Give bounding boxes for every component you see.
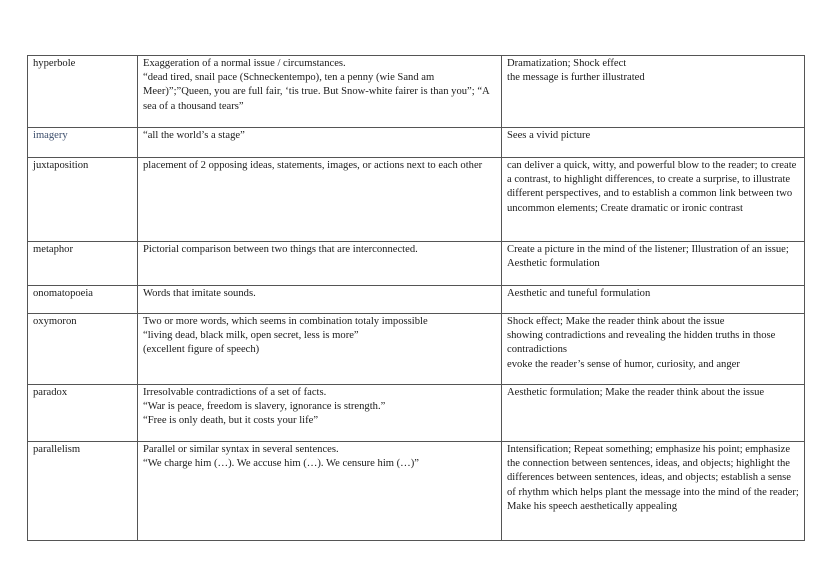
term-cell (28, 128, 138, 158)
effect-cell (502, 286, 805, 314)
description-line: Pictorial comparison between two things that are interconnected. (143, 244, 418, 255)
term-cell (28, 56, 138, 128)
description-cell (138, 128, 502, 158)
description-line: Words that imitate sounds. (143, 288, 256, 299)
description-line: placement of 2 opposing ideas, statements, images, or actions next to each other (143, 160, 483, 171)
effect-cell (502, 314, 805, 385)
effect-line: Create a picture in the mind of the listener; Illustration of an issue; Aesthetic formulation (507, 244, 789, 270)
effect-cell (502, 128, 805, 158)
term-label: paradox (33, 387, 68, 398)
term-cell (28, 242, 138, 286)
term-cell (28, 314, 138, 385)
term-cell (28, 286, 138, 314)
table-row (28, 314, 805, 385)
description-line: Two or more words, which seems in combination totaly impossible (143, 316, 428, 327)
term-label: imagery (33, 130, 68, 141)
description-cell (138, 56, 502, 128)
description-cell (138, 442, 502, 541)
description-line: Exaggeration of a normal issue / circumstances. (143, 58, 346, 69)
description-line: “living dead, black milk, open secret, less is more” (143, 330, 359, 342)
effect-cell (502, 442, 805, 541)
table-row (28, 56, 805, 128)
effect-line: evoke the reader’s sense of humor, curiosity, and anger (507, 358, 740, 370)
effect-line: Aesthetic and tuneful formulation (507, 288, 651, 299)
description-line: “dead tired, snail pace (Schneckentempo), ten a penny (wie Sand am Meer)”;”Queen, you are full fair, ‘tis true. But Snow-white fairer is than you”; “A sea of a thousand tears” (143, 72, 490, 112)
effect-line: showing contradictions and revealing the hidden truths in those contradictions (507, 330, 776, 356)
term-cell (28, 158, 138, 242)
term-label: parallelism (33, 444, 81, 455)
effect-line: Dramatization; Shock effect (507, 58, 627, 69)
effect-line: Shock effect; Make the reader think about the issue (507, 316, 725, 327)
effect-line: Sees a vivid picture (507, 130, 591, 141)
description-line: Parallel or similar syntax in several sentences. (143, 444, 339, 455)
table-row (28, 442, 805, 541)
term-cell (28, 385, 138, 442)
description-line: Irresolvable contradictions of a set of facts. (143, 387, 327, 398)
effect-line: can deliver a quick, witty, and powerful blow to the reader; to create a contrast, to highlight differences, to create a surprise, to illustrate different perspectives, and to establish a common link between two uncommon elements; Create dramatic or ironic contrast (507, 160, 797, 214)
term-label: hyperbole (33, 58, 76, 69)
description-line: “Free is only death, but it costs your life” (143, 415, 319, 427)
table-row (28, 128, 805, 158)
table-row (28, 242, 805, 286)
table-row (28, 158, 805, 242)
term-cell (28, 442, 138, 541)
document-page (27, 55, 804, 541)
table-row (28, 286, 805, 314)
rhetorical-devices-table (27, 55, 805, 541)
term-label: metaphor (33, 244, 74, 255)
effect-line: the message is further illustrated (507, 72, 645, 84)
description-line: “We charge him (…). We accuse him (…). We censure him (…)” (143, 458, 420, 470)
term-label: onomatopoeia (33, 288, 94, 299)
effect-cell (502, 56, 805, 128)
description-cell (138, 158, 502, 242)
effect-cell (502, 385, 805, 442)
description-cell (138, 314, 502, 385)
term-label: oxymoron (33, 316, 77, 327)
effect-line: Aesthetic formulation; Make the reader think about the issue (507, 387, 765, 398)
term-label: juxtaposition (33, 160, 89, 171)
effect-cell (502, 242, 805, 286)
table-row (28, 385, 805, 442)
effect-line: Intensification; Repeat something; emphasize his point; emphasize the connection between sentences, ideas, and objects; highlight the differences between sentences, ideas, and objects; establish a sense of rhythm which helps plant the message into the mind of the reader; Make his speech aesthetically appealing (507, 444, 799, 512)
description-cell (138, 286, 502, 314)
effect-cell (502, 158, 805, 242)
description-line: “War is peace, freedom is slavery, ignorance is strength.” (143, 401, 386, 413)
description-line: (excellent figure of speech) (143, 344, 260, 356)
description-cell (138, 385, 502, 442)
description-line: “all the world’s a stage” (143, 130, 245, 141)
description-cell (138, 242, 502, 286)
